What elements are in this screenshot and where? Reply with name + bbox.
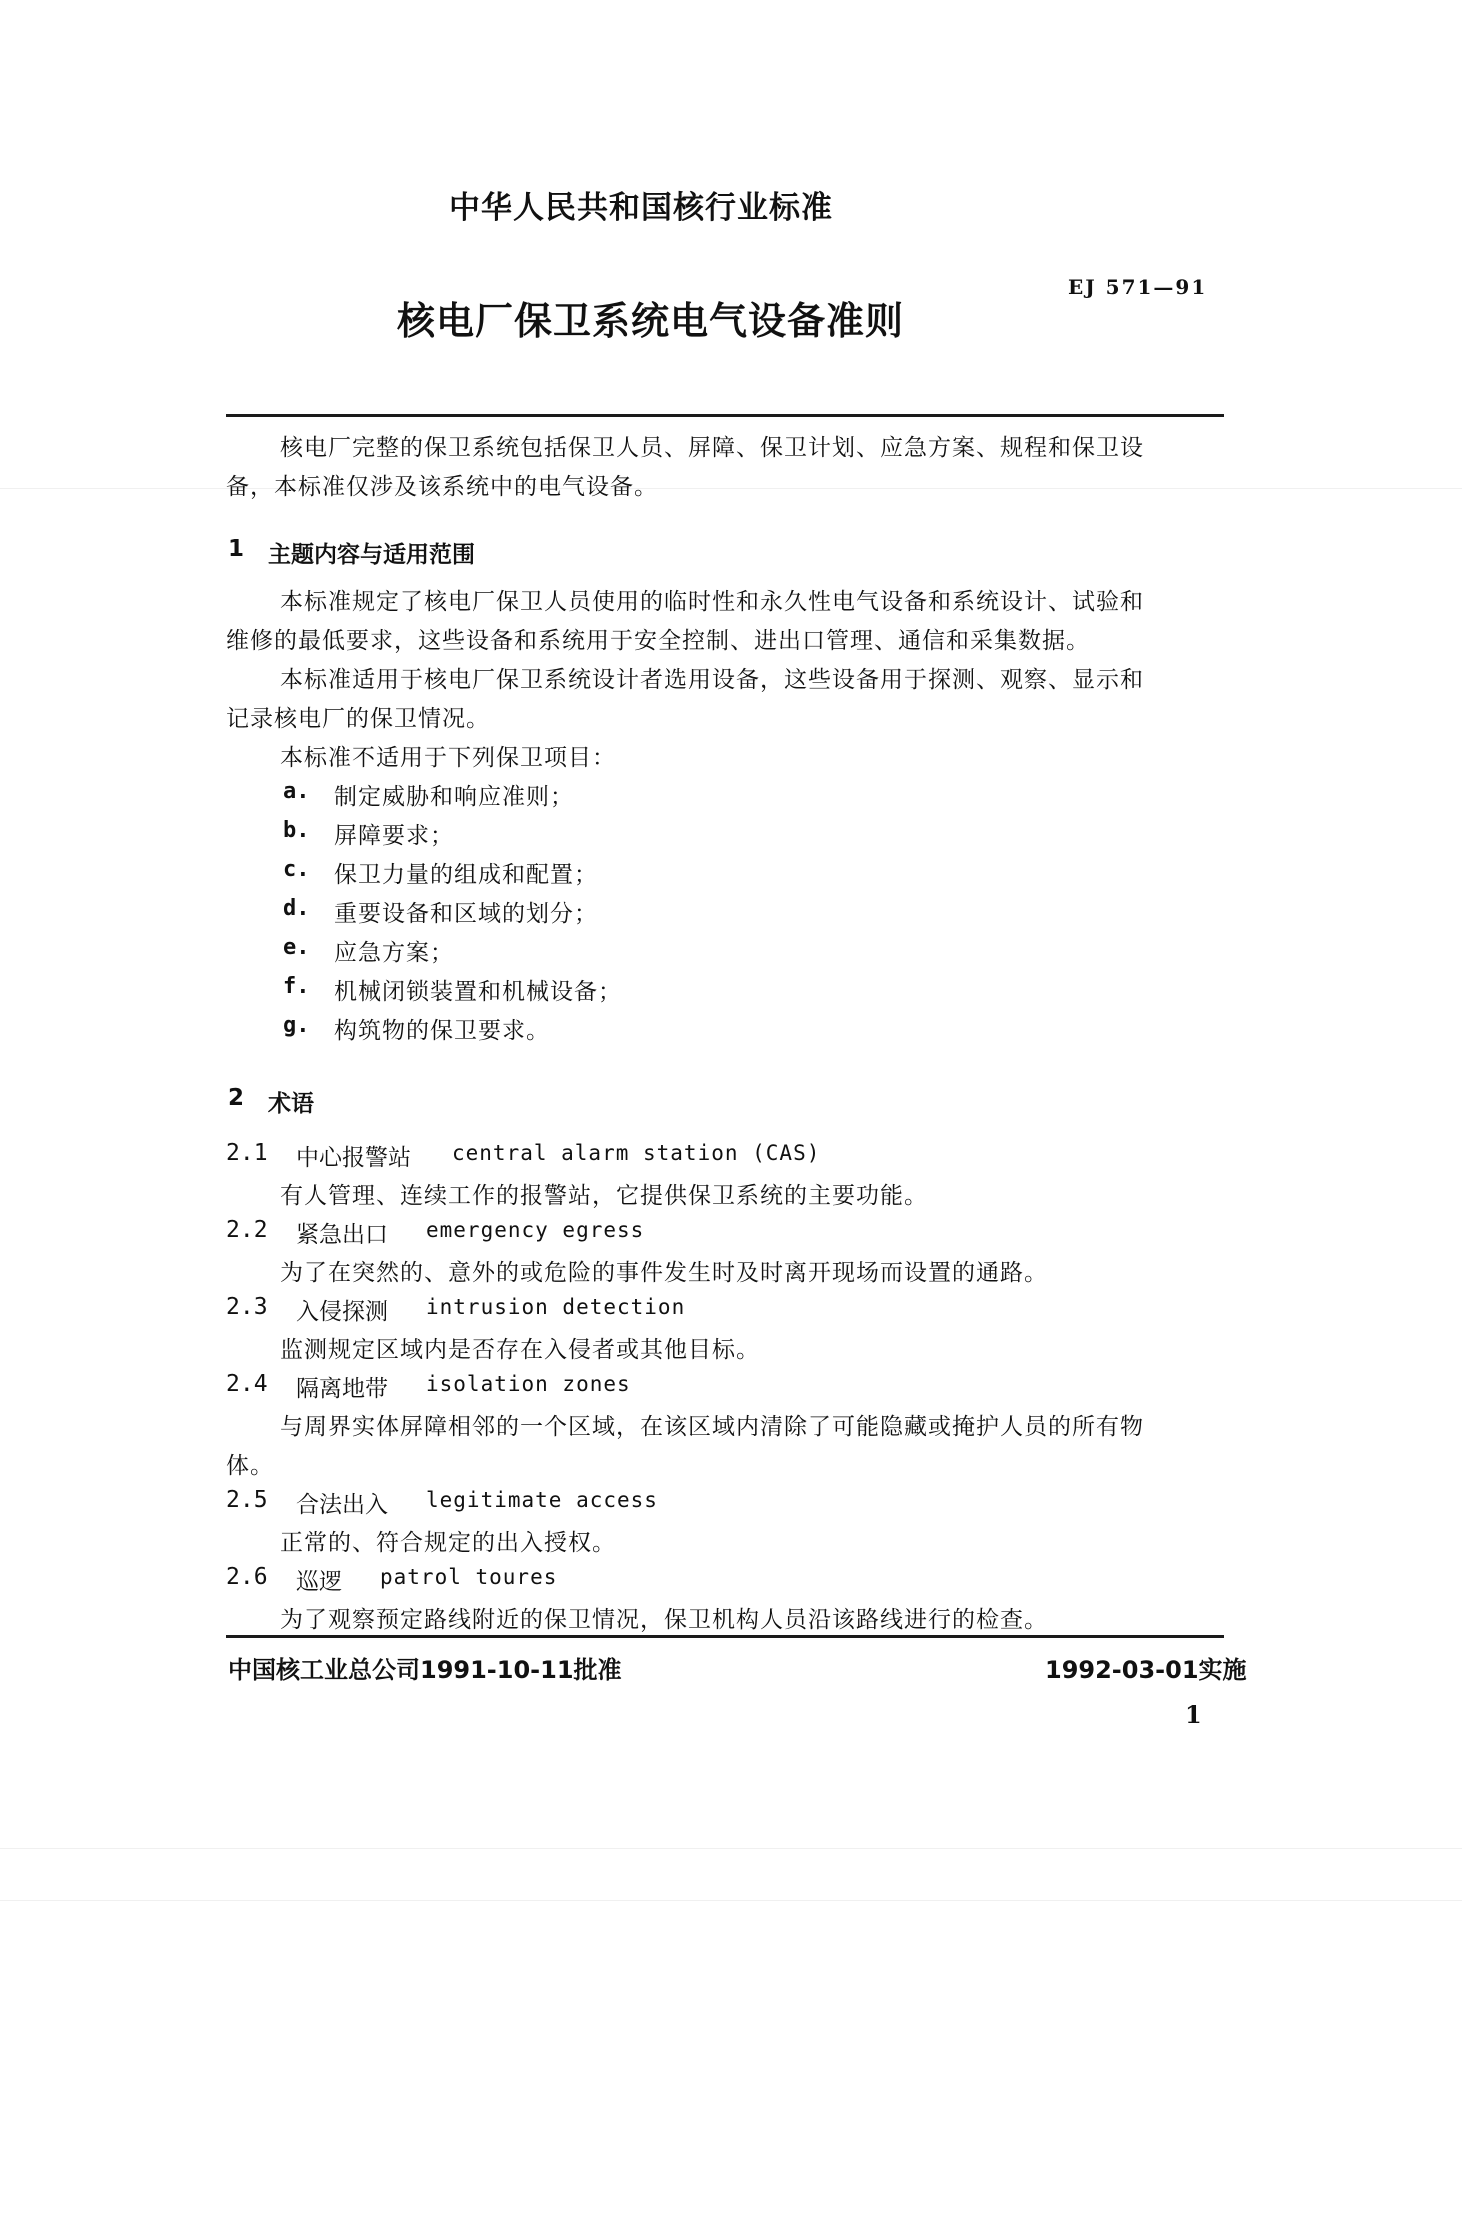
term-english: legitimate access [426, 1488, 658, 1512]
term-number: 2.1 [226, 1140, 268, 1166]
standard-code: EJ 571—91 [1068, 275, 1208, 299]
term-definition: 有人管理、连续工作的报警站，它提供保卫系统的主要功能。 [280, 1183, 928, 1209]
term-english: emergency egress [426, 1218, 645, 1242]
term-english: intrusion detection [426, 1295, 686, 1319]
intro-line: 备，本标准仅涉及该系统中的电气设备。 [226, 474, 658, 500]
term-number: 2.4 [226, 1371, 268, 1397]
list-item-label: c. [283, 857, 310, 882]
term-definition: 为了观察预定路线附近的保卫情况，保卫机构人员沿该路线进行的检查。 [280, 1607, 1048, 1633]
term-definition: 体。 [226, 1453, 274, 1479]
term-number: 2.3 [226, 1294, 268, 1320]
list-item: 构筑物的保卫要求。 [334, 1018, 550, 1044]
term-definition: 监测规定区域内是否存在入侵者或其他目标。 [280, 1337, 760, 1363]
term-chinese: 中心报警站 [296, 1145, 411, 1171]
list-item-label: a. [283, 779, 310, 804]
page-number: 1 [1185, 1700, 1202, 1729]
term-chinese: 入侵探测 [296, 1299, 388, 1325]
term-definition: 为了在突然的、意外的或危险的事件发生时及时离开现场而设置的通路。 [280, 1260, 1048, 1286]
term-english: central alarm station (CAS) [452, 1141, 821, 1165]
section-heading: 主题内容与适用范围 [268, 542, 475, 568]
term-english: patrol toures [380, 1565, 558, 1589]
paragraph-line: 本标准适用于核电厂保卫系统设计者选用设备，这些设备用于探测、观察、显示和 [280, 667, 1144, 693]
term-chinese: 隔离地带 [296, 1376, 388, 1402]
list-item-label: e. [283, 935, 310, 960]
effective-date: 1992-03-01实施 [1045, 1656, 1247, 1684]
list-item-label: f. [283, 974, 310, 999]
scan-line [0, 488, 1462, 489]
paragraph-line: 本标准不适用于下列保卫项目： [280, 745, 616, 771]
standard-type: 中华人民共和国核行业标准 [449, 190, 833, 226]
list-item: 保卫力量的组成和配置； [334, 862, 598, 888]
section-heading: 术语 [268, 1091, 314, 1117]
section-number: 1 [228, 536, 245, 562]
approval-note: 中国核工业总公司1991-10-11批准 [228, 1656, 622, 1684]
paragraph-line: 记录核电厂的保卫情况。 [226, 706, 490, 732]
scan-line [0, 1848, 1462, 1849]
term-chinese: 巡逻 [296, 1569, 342, 1595]
list-item-label: b. [283, 818, 310, 843]
intro-line: 核电厂完整的保卫系统包括保卫人员、屏障、保卫计划、应急方案、规程和保卫设 [280, 435, 1144, 461]
term-number: 2.6 [226, 1564, 268, 1590]
bottom-rule [226, 1635, 1224, 1638]
list-item: 屏障要求； [334, 823, 454, 849]
list-item: 应急方案； [334, 940, 454, 966]
list-item: 重要设备和区域的划分； [334, 901, 598, 927]
list-item: 制定威胁和响应准则； [334, 784, 574, 810]
top-rule [226, 414, 1224, 417]
term-english: isolation zones [426, 1372, 631, 1396]
list-item-label: d. [283, 896, 310, 921]
scan-line [0, 1900, 1462, 1901]
section-number: 2 [228, 1085, 245, 1111]
term-number: 2.2 [226, 1217, 268, 1243]
paragraph-line: 本标准规定了核电厂保卫人员使用的临时性和永久性电气设备和系统设计、试验和 [280, 589, 1144, 615]
list-item: 机械闭锁装置和机械设备； [334, 979, 622, 1005]
list-item-label: g. [283, 1013, 310, 1038]
paragraph-line: 维修的最低要求，这些设备和系统用于安全控制、进出口管理、通信和采集数据。 [226, 628, 1090, 654]
term-number: 2.5 [226, 1487, 268, 1513]
term-definition: 与周界实体屏障相邻的一个区域，在该区域内清除了可能隐藏或掩护人员的所有物 [280, 1414, 1144, 1440]
term-chinese: 合法出入 [296, 1492, 388, 1518]
document-title: 核电厂保卫系统电气设备准则 [397, 299, 905, 343]
term-chinese: 紧急出口 [296, 1222, 388, 1248]
term-definition: 正常的、符合规定的出入授权。 [280, 1530, 616, 1556]
